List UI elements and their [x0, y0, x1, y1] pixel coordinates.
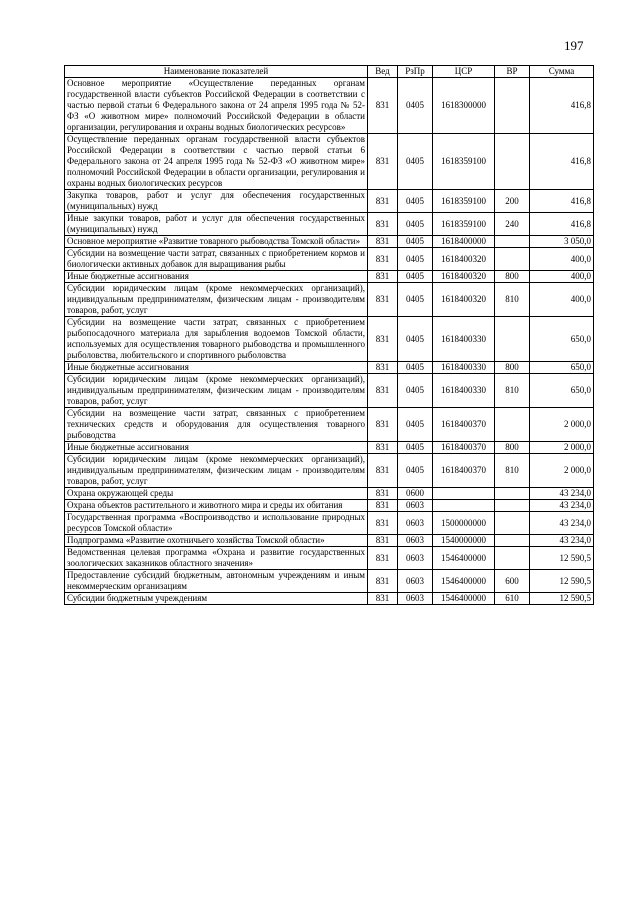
cell-vr	[495, 500, 530, 512]
cell-name: Субсидии юридическим лицам (кроме некоммерческих организаций), индивидуальным предпринимателям, физическим лицам - производителям товаров, работ, услуг	[65, 454, 368, 488]
cell-ved: 831	[368, 271, 398, 283]
cell-sum: 650,0	[530, 362, 594, 374]
cell-sum: 416,8	[530, 190, 594, 213]
cell-sum: 400,0	[530, 283, 594, 317]
cell-csr: 1618400370	[433, 442, 495, 454]
table-header-row	[65, 66, 594, 78]
cell-ved: 831	[368, 78, 398, 134]
cell-rzpr: 0405	[398, 442, 433, 454]
cell-csr: 1618400320	[433, 271, 495, 283]
cell-sum: 43 234,0	[530, 488, 594, 500]
page-number: 197	[564, 38, 584, 53]
cell-sum: 12 590,5	[530, 547, 594, 570]
cell-ved: 831	[368, 317, 398, 362]
table-row	[65, 442, 594, 454]
cell-name: Субсидии на возмещение части затрат, связанных с приобретением рыбопосадочного материала для зарыбления водоемов Томской области, используемых для осуществления товарного рыбоводства и промышленного рыболовства, любительского и спортивного рыболовства	[65, 317, 368, 362]
table-row	[65, 248, 594, 271]
cell-csr	[433, 488, 495, 500]
cell-name: Осуществление переданных органам государственной власти субъектов Российской Федерации в соответствии с частью первой статьи 6 Федерального закона от 24 апреля 1995 года № 52-ФЗ «О животном мире» полномочий Российской Федерации в области организации, регулирования и охраны водных биологических ресурсов	[65, 134, 368, 190]
cell-ved: 831	[368, 283, 398, 317]
table-row	[65, 271, 594, 283]
cell-ved: 831	[368, 362, 398, 374]
cell-sum: 400,0	[530, 271, 594, 283]
cell-rzpr: 0603	[398, 570, 433, 593]
cell-vr: 200	[495, 190, 530, 213]
cell-ved: 831	[368, 248, 398, 271]
cell-csr: 1546400000	[433, 547, 495, 570]
cell-name: Субсидии юридическим лицам (кроме некоммерческих организаций), индивидуальным предпринимателям, физическим лицам - производителям товаров, работ, услуг	[65, 283, 368, 317]
cell-ved: 831	[368, 512, 398, 535]
cell-sum: 3 050,0	[530, 236, 594, 248]
cell-ved: 831	[368, 535, 398, 547]
cell-vr: 600	[495, 570, 530, 593]
cell-csr: 1618400320	[433, 248, 495, 271]
cell-rzpr: 0405	[398, 190, 433, 213]
cell-ved: 831	[368, 500, 398, 512]
cell-name: Закупка товаров, работ и услуг для обеспечения государственных (муниципальных) нужд	[65, 190, 368, 213]
cell-vr	[495, 248, 530, 271]
table-row	[65, 213, 594, 236]
cell-sum: 43 234,0	[530, 535, 594, 547]
cell-vr	[495, 488, 530, 500]
cell-vr: 610	[495, 593, 530, 605]
cell-name: Субсидии бюджетным учреждениям	[65, 593, 368, 605]
table-row	[65, 374, 594, 408]
cell-rzpr: 0603	[398, 593, 433, 605]
cell-rzpr: 0405	[398, 374, 433, 408]
cell-rzpr: 0405	[398, 271, 433, 283]
cell-csr: 1618400370	[433, 408, 495, 442]
cell-sum: 400,0	[530, 248, 594, 271]
cell-rzpr: 0405	[398, 134, 433, 190]
cell-rzpr: 0603	[398, 535, 433, 547]
cell-vr: 810	[495, 374, 530, 408]
cell-ved: 831	[368, 488, 398, 500]
cell-name: Охрана объектов растительного и животного мира и среды их обитания	[65, 500, 368, 512]
cell-vr: 800	[495, 271, 530, 283]
cell-sum: 12 590,5	[530, 570, 594, 593]
cell-name: Подпрограмма «Развитие охотничьего хозяйства Томской области»	[65, 535, 368, 547]
cell-csr: 1500000000	[433, 512, 495, 535]
budget-table	[64, 65, 594, 605]
cell-vr: 810	[495, 454, 530, 488]
cell-vr	[495, 512, 530, 535]
cell-rzpr: 0405	[398, 283, 433, 317]
cell-csr: 1618400370	[433, 454, 495, 488]
cell-rzpr: 0600	[398, 488, 433, 500]
cell-vr: 810	[495, 283, 530, 317]
table-row	[65, 236, 594, 248]
cell-ved: 831	[368, 190, 398, 213]
cell-csr	[433, 500, 495, 512]
cell-csr: 1618400320	[433, 283, 495, 317]
cell-name: Иные бюджетные ассигнования	[65, 271, 368, 283]
table-row	[65, 512, 594, 535]
header-rzpr: РзПр	[398, 66, 433, 78]
cell-name: Субсидии на возмещение части затрат, связанных с приобретением технических средств и оборудования для осуществления товарного рыбоводства	[65, 408, 368, 442]
cell-sum: 2 000,0	[530, 442, 594, 454]
cell-csr: 1618400000	[433, 236, 495, 248]
cell-ved: 831	[368, 547, 398, 570]
cell-ved: 831	[368, 570, 398, 593]
header-csr: ЦСР	[433, 66, 495, 78]
table-row	[65, 488, 594, 500]
header-vr: ВР	[495, 66, 530, 78]
cell-csr: 1618400330	[433, 374, 495, 408]
header-sum: Сумма	[530, 66, 594, 78]
cell-sum: 43 234,0	[530, 512, 594, 535]
cell-ved: 831	[368, 593, 398, 605]
cell-vr: 800	[495, 362, 530, 374]
cell-vr	[495, 78, 530, 134]
cell-rzpr: 0405	[398, 213, 433, 236]
cell-sum: 416,8	[530, 78, 594, 134]
cell-csr: 1618300000	[433, 78, 495, 134]
cell-sum: 12 590,5	[530, 593, 594, 605]
cell-csr: 1546400000	[433, 593, 495, 605]
cell-name: Иные закупки товаров, работ и услуг для обеспечения государственных (муниципальных) нужд	[65, 213, 368, 236]
cell-name: Иные бюджетные ассигнования	[65, 442, 368, 454]
table-row	[65, 134, 594, 190]
cell-name: Субсидии юридическим лицам (кроме некоммерческих организаций), индивидуальным предпринимателям, физическим лицам - производителям товаров, работ, услуг	[65, 374, 368, 408]
cell-ved: 831	[368, 454, 398, 488]
cell-name: Охрана окружающей среды	[65, 488, 368, 500]
table-row	[65, 408, 594, 442]
cell-rzpr: 0405	[398, 236, 433, 248]
cell-csr: 1618359100	[433, 134, 495, 190]
cell-name: Ведомственная целевая программа «Охрана и развитие государственных зоологических заказников областного значения»	[65, 547, 368, 570]
table-row	[65, 283, 594, 317]
header-ved: Вед	[368, 66, 398, 78]
table-row	[65, 362, 594, 374]
cell-rzpr: 0405	[398, 454, 433, 488]
cell-ved: 831	[368, 374, 398, 408]
cell-name: Иные бюджетные ассигнования	[65, 362, 368, 374]
cell-csr: 1540000000	[433, 535, 495, 547]
cell-sum: 2 000,0	[530, 454, 594, 488]
cell-sum: 650,0	[530, 374, 594, 408]
cell-ved: 831	[368, 134, 398, 190]
cell-ved: 831	[368, 213, 398, 236]
cell-vr	[495, 317, 530, 362]
cell-sum: 2 000,0	[530, 408, 594, 442]
table-row	[65, 190, 594, 213]
cell-name: Субсидии на возмещение части затрат, связанных с приобретением кормов и биологически активных добавок для выращивания рыбы	[65, 248, 368, 271]
cell-csr: 1618359100	[433, 213, 495, 236]
cell-name: Предоставление субсидий бюджетным, автономным учреждениям и иным некоммерческим организациям	[65, 570, 368, 593]
header-name: Наименование показателей	[65, 66, 368, 78]
table-row	[65, 454, 594, 488]
cell-csr: 1618359100	[433, 190, 495, 213]
cell-rzpr: 0603	[398, 547, 433, 570]
cell-ved: 831	[368, 442, 398, 454]
table-row	[65, 317, 594, 362]
cell-csr: 1546400000	[433, 570, 495, 593]
cell-vr	[495, 408, 530, 442]
cell-vr: 800	[495, 442, 530, 454]
table-row	[65, 570, 594, 593]
table-row	[65, 535, 594, 547]
cell-vr	[495, 535, 530, 547]
cell-rzpr: 0603	[398, 500, 433, 512]
cell-rzpr: 0405	[398, 248, 433, 271]
cell-name: Основное мероприятие «Развитие товарного рыбоводства Томской области»	[65, 236, 368, 248]
cell-vr	[495, 134, 530, 190]
cell-name: Основное мероприятие «Осуществление переданных органам государственной власти субъектов Российской Федерации в соответствии с частью первой статьи 6 Федерального закона от 24 апреля 1995 года № 52-ФЗ «О животном мире» полномочий Российской Федерации в области организации, регулирования и охраны водных биологических ресурсов»	[65, 78, 368, 134]
cell-sum: 416,8	[530, 213, 594, 236]
cell-ved: 831	[368, 236, 398, 248]
cell-rzpr: 0405	[398, 362, 433, 374]
cell-ved: 831	[368, 408, 398, 442]
cell-csr: 1618400330	[433, 317, 495, 362]
cell-sum: 43 234,0	[530, 500, 594, 512]
cell-sum: 650,0	[530, 317, 594, 362]
cell-vr	[495, 547, 530, 570]
table-row	[65, 78, 594, 134]
cell-name: Государственная программа «Воспроизводство и использование природных ресурсов Томской области»	[65, 512, 368, 535]
table-row	[65, 593, 594, 605]
cell-rzpr: 0405	[398, 317, 433, 362]
cell-vr: 240	[495, 213, 530, 236]
cell-sum: 416,8	[530, 134, 594, 190]
cell-csr: 1618400330	[433, 362, 495, 374]
cell-rzpr: 0405	[398, 78, 433, 134]
table-row	[65, 547, 594, 570]
cell-rzpr: 0405	[398, 408, 433, 442]
cell-rzpr: 0603	[398, 512, 433, 535]
table-row	[65, 500, 594, 512]
cell-vr	[495, 236, 530, 248]
